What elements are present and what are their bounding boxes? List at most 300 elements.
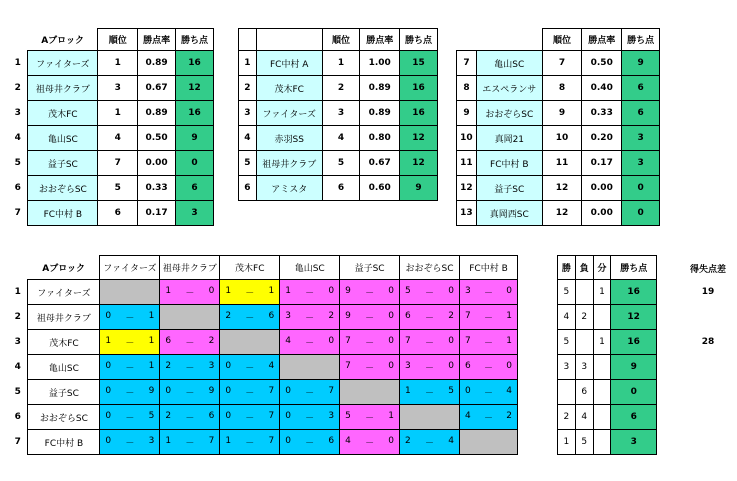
score-for: 1 bbox=[165, 285, 172, 296]
score-pair bbox=[400, 436, 459, 449]
score-for: 0 bbox=[285, 385, 291, 396]
points-value: 3 bbox=[176, 201, 214, 226]
score-pair bbox=[160, 361, 219, 374]
team-name: ファイターズ bbox=[256, 101, 322, 126]
score-pair bbox=[460, 311, 517, 324]
rank-value: 12 bbox=[542, 201, 582, 226]
score-against: 0 bbox=[388, 335, 395, 346]
score-pair bbox=[280, 286, 339, 299]
points-value: 16 bbox=[400, 101, 438, 126]
score-cell bbox=[280, 355, 340, 380]
goal-diff-value: 28 bbox=[701, 337, 715, 347]
score-against: 0 bbox=[448, 360, 454, 371]
ratio-value: 0.17 bbox=[138, 201, 176, 226]
score-pair bbox=[340, 336, 399, 349]
ratio-value: 0.89 bbox=[138, 101, 176, 126]
ratio-value: 0.60 bbox=[360, 176, 400, 201]
score-for: 0 bbox=[225, 360, 232, 371]
score-separator: － bbox=[185, 413, 195, 424]
matrix-row-team: 茂木FC bbox=[28, 330, 100, 355]
score-pair bbox=[340, 436, 399, 449]
row-number: 4 bbox=[14, 362, 21, 372]
score-cell bbox=[160, 380, 220, 405]
score-pair bbox=[280, 436, 339, 449]
matrix-column-header: ファイターズ bbox=[100, 256, 160, 280]
score-for: 2 bbox=[405, 435, 411, 446]
points-value: 0 bbox=[611, 380, 657, 405]
score-against: 7 bbox=[268, 435, 275, 446]
row-number: 1 bbox=[14, 58, 21, 68]
points-value: 16 bbox=[176, 101, 214, 126]
row-number: 3 bbox=[14, 337, 21, 347]
score-cell bbox=[460, 405, 518, 430]
matrix-column-header: FC中村 B bbox=[460, 256, 518, 280]
score-for: 5 bbox=[405, 285, 411, 296]
team-name: 亀山SC bbox=[28, 126, 98, 151]
score-against: 0 bbox=[448, 285, 454, 296]
score-pair bbox=[100, 361, 159, 374]
score-for: 0 bbox=[225, 385, 232, 396]
score-pair bbox=[280, 411, 339, 424]
wins-value: 3 bbox=[558, 355, 576, 380]
score-pair bbox=[100, 386, 159, 399]
score-for: 0 bbox=[105, 385, 112, 396]
score-cell bbox=[220, 380, 280, 405]
rank-value: 12 bbox=[542, 176, 582, 201]
matrix-row bbox=[8, 405, 518, 430]
summary-row bbox=[239, 151, 438, 176]
score-separator: － bbox=[425, 313, 435, 324]
header-points: 勝ち点 bbox=[400, 29, 438, 51]
ratio-value: 0.80 bbox=[360, 126, 400, 151]
score-against: 9 bbox=[148, 385, 155, 396]
points-value: 16 bbox=[400, 76, 438, 101]
score-cell bbox=[220, 430, 280, 455]
record-row bbox=[558, 305, 657, 330]
score-for: 1 bbox=[405, 385, 411, 396]
matrix-row bbox=[8, 430, 518, 455]
score-pair bbox=[400, 311, 459, 324]
points-value: 0 bbox=[622, 201, 660, 226]
ratio-value: 0.50 bbox=[582, 51, 622, 76]
matrix-column-header: 益子SC bbox=[340, 256, 400, 280]
ratio-value: 0.40 bbox=[582, 76, 622, 101]
ratio-value: 1.00 bbox=[360, 51, 400, 76]
score-for: 0 bbox=[225, 410, 232, 421]
match-result-matrix bbox=[8, 255, 518, 455]
row-number: 2 bbox=[239, 76, 257, 101]
record-row bbox=[558, 405, 657, 430]
score-cell bbox=[340, 355, 400, 380]
corner-cell bbox=[457, 29, 477, 51]
row-number: 9 bbox=[457, 101, 477, 126]
score-cell bbox=[460, 305, 518, 330]
score-separator: － bbox=[245, 363, 255, 374]
score-cell bbox=[460, 380, 518, 405]
row-number: 2 bbox=[14, 312, 21, 322]
header-points: 勝ち点 bbox=[176, 29, 214, 51]
summary-row bbox=[8, 76, 214, 101]
matrix-row-team: ファイターズ bbox=[28, 280, 100, 305]
score-cell bbox=[400, 380, 460, 405]
ratio-value: 0.17 bbox=[582, 151, 622, 176]
row-number: 5 bbox=[239, 151, 257, 176]
rank-value: 10 bbox=[542, 126, 582, 151]
score-separator: － bbox=[365, 313, 375, 324]
score-separator: － bbox=[365, 288, 375, 299]
record-row bbox=[558, 280, 657, 305]
record-table bbox=[557, 255, 657, 455]
draws-value bbox=[593, 430, 611, 455]
team-name: FC中村 B bbox=[476, 151, 542, 176]
score-cell bbox=[100, 355, 160, 380]
score-pair bbox=[160, 386, 219, 399]
score-for: 1 bbox=[225, 435, 232, 446]
row-number: 4 bbox=[14, 133, 21, 143]
losses-value: 3 bbox=[575, 355, 593, 380]
header-win: 勝 bbox=[558, 256, 576, 280]
score-separator: － bbox=[483, 413, 493, 424]
wins-value: 1 bbox=[558, 430, 576, 455]
summary-row bbox=[239, 126, 438, 151]
ratio-value: 0.89 bbox=[138, 51, 176, 76]
draws-value bbox=[593, 405, 611, 430]
score-against: 3 bbox=[148, 435, 155, 446]
points-value: 15 bbox=[400, 51, 438, 76]
score-against: 3 bbox=[208, 360, 215, 371]
score-pair bbox=[460, 411, 517, 424]
rank-value: 1 bbox=[322, 51, 360, 76]
corner-cell bbox=[8, 29, 28, 51]
matrix-row-team: FC中村 B bbox=[28, 430, 100, 455]
score-for: 0 bbox=[285, 435, 291, 446]
score-cell bbox=[460, 430, 518, 455]
score-against: 2 bbox=[208, 335, 215, 346]
score-against: 4 bbox=[506, 385, 512, 396]
team-name: 益子SC bbox=[476, 176, 542, 201]
header-blank bbox=[256, 29, 322, 51]
rank-value: 4 bbox=[98, 126, 138, 151]
points-value: 6 bbox=[176, 176, 214, 201]
score-cell bbox=[220, 405, 280, 430]
points-value: 9 bbox=[176, 126, 214, 151]
team-name: 真岡21 bbox=[476, 126, 542, 151]
score-separator: － bbox=[425, 288, 435, 299]
score-separator: － bbox=[365, 338, 375, 349]
goal-diff-value: 19 bbox=[701, 287, 715, 297]
points-value: 6 bbox=[622, 76, 660, 101]
team-name: 茂木FC bbox=[256, 76, 322, 101]
ratio-value: 0.89 bbox=[360, 76, 400, 101]
score-pair bbox=[220, 411, 279, 424]
score-against: 2 bbox=[328, 310, 335, 321]
header-loss: 負 bbox=[575, 256, 593, 280]
header-rank: 順位 bbox=[98, 29, 138, 51]
score-against: 0 bbox=[388, 360, 395, 371]
score-for: 6 bbox=[165, 335, 172, 346]
score-separator: － bbox=[185, 288, 195, 299]
score-cell bbox=[100, 430, 160, 455]
score-cell bbox=[280, 430, 340, 455]
points-value: 6 bbox=[611, 405, 657, 430]
score-cell bbox=[160, 330, 220, 355]
ratio-value: 0.00 bbox=[582, 176, 622, 201]
record-row bbox=[558, 380, 657, 405]
summary-row bbox=[457, 126, 660, 151]
matrix-column-header: 祖母井クラブ bbox=[160, 256, 220, 280]
rank-value: 6 bbox=[98, 201, 138, 226]
rank-value: 8 bbox=[542, 76, 582, 101]
score-for: 1 bbox=[285, 285, 291, 296]
summary-row bbox=[8, 126, 214, 151]
header-rank: 順位 bbox=[322, 29, 360, 51]
score-against: 0 bbox=[388, 435, 395, 446]
ratio-value: 0.33 bbox=[138, 176, 176, 201]
team-name: 茂木FC bbox=[28, 101, 98, 126]
matrix-column-header: 亀山SC bbox=[280, 256, 340, 280]
score-cell bbox=[280, 380, 340, 405]
matrix-row bbox=[8, 380, 518, 405]
score-against: 1 bbox=[148, 360, 155, 371]
score-separator: － bbox=[483, 388, 493, 399]
team-name: エスペランサ bbox=[476, 76, 542, 101]
score-for: 3 bbox=[285, 310, 291, 321]
score-cell bbox=[340, 405, 400, 430]
score-pair bbox=[280, 311, 339, 324]
score-for: 4 bbox=[285, 335, 291, 346]
score-separator: － bbox=[245, 438, 255, 449]
rank-value: 5 bbox=[98, 176, 138, 201]
summary-table-overall-bottom bbox=[456, 28, 660, 226]
score-separator: － bbox=[245, 313, 255, 324]
ratio-value: 0.89 bbox=[360, 101, 400, 126]
score-for: 2 bbox=[165, 360, 172, 371]
matrix-row-team: 祖母井クラブ bbox=[28, 305, 100, 330]
score-cell bbox=[340, 280, 400, 305]
score-cell bbox=[100, 380, 160, 405]
losses-value: 4 bbox=[575, 405, 593, 430]
score-separator: － bbox=[245, 388, 255, 399]
matrix-header-block: Aブロック bbox=[42, 263, 86, 274]
score-against: 1 bbox=[268, 285, 275, 296]
header-rank: 順位 bbox=[542, 29, 582, 51]
score-pair bbox=[340, 361, 399, 374]
score-for: 0 bbox=[165, 385, 172, 396]
score-separator: － bbox=[245, 288, 255, 299]
ratio-value: 0.00 bbox=[138, 151, 176, 176]
goal-diff-header: 得失点差 bbox=[689, 265, 726, 275]
score-separator: － bbox=[365, 413, 375, 424]
points-value: 12 bbox=[400, 126, 438, 151]
score-cell bbox=[220, 305, 280, 330]
score-separator: － bbox=[305, 388, 315, 399]
team-name: 祖母井クラブ bbox=[28, 76, 98, 101]
matrix-row bbox=[8, 355, 518, 380]
score-against: 6 bbox=[268, 310, 275, 321]
matrix-column-header: おおぞらSC bbox=[400, 256, 460, 280]
score-cell bbox=[400, 305, 460, 330]
header-blank bbox=[476, 29, 542, 51]
header-ratio: 勝点率 bbox=[582, 29, 622, 51]
summary-table-overall-top bbox=[238, 28, 438, 201]
row-number: 5 bbox=[14, 158, 21, 168]
score-cell bbox=[160, 280, 220, 305]
score-separator: － bbox=[365, 363, 375, 374]
score-against: 6 bbox=[208, 410, 215, 421]
header-points: 勝ち点 bbox=[611, 256, 657, 280]
score-pair bbox=[460, 286, 517, 299]
rank-value: 4 bbox=[322, 126, 360, 151]
draws-value bbox=[593, 355, 611, 380]
score-separator: － bbox=[365, 438, 375, 449]
ratio-value: 0.20 bbox=[582, 126, 622, 151]
score-cell bbox=[460, 330, 518, 355]
rank-value: 7 bbox=[98, 151, 138, 176]
score-separator: － bbox=[245, 413, 255, 424]
row-number: 2 bbox=[14, 83, 21, 93]
summary-row bbox=[457, 201, 660, 226]
score-separator: － bbox=[125, 338, 135, 349]
team-name: 益子SC bbox=[28, 151, 98, 176]
score-separator: － bbox=[425, 363, 435, 374]
matrix-row bbox=[8, 280, 518, 305]
matrix-row-team: 益子SC bbox=[28, 380, 100, 405]
draws-value: 1 bbox=[593, 280, 611, 305]
score-for: 9 bbox=[345, 285, 351, 296]
score-for: 1 bbox=[165, 435, 172, 446]
team-name: おおぞらSC bbox=[28, 176, 98, 201]
score-against: 2 bbox=[506, 410, 512, 421]
header-block: Aブロック bbox=[41, 35, 84, 46]
row-number: 6 bbox=[14, 412, 21, 422]
score-cell bbox=[100, 405, 160, 430]
score-cell bbox=[220, 280, 280, 305]
score-cell bbox=[100, 280, 160, 305]
row-number: 3 bbox=[14, 108, 21, 118]
row-number: 6 bbox=[14, 183, 21, 193]
header-ratio: 勝点率 bbox=[138, 29, 176, 51]
score-pair bbox=[100, 311, 159, 324]
rank-value: 3 bbox=[322, 101, 360, 126]
draws-value: 1 bbox=[593, 330, 611, 355]
row-number: 1 bbox=[14, 287, 21, 297]
score-for: 0 bbox=[105, 360, 112, 371]
score-separator: － bbox=[185, 388, 195, 399]
team-name: FC中村 A bbox=[256, 51, 322, 76]
score-cell bbox=[340, 430, 400, 455]
score-against: 0 bbox=[506, 360, 512, 371]
summary-table-block-a bbox=[8, 28, 214, 226]
score-against: 3 bbox=[328, 410, 335, 421]
score-for: 6 bbox=[465, 360, 471, 371]
score-against: 7 bbox=[268, 385, 275, 396]
rank-value: 7 bbox=[542, 51, 582, 76]
score-cell bbox=[160, 305, 220, 330]
team-name: 真岡西SC bbox=[476, 201, 542, 226]
score-for: 1 bbox=[105, 335, 112, 346]
summary-row bbox=[8, 51, 214, 76]
rank-value: 3 bbox=[98, 76, 138, 101]
points-value: 12 bbox=[176, 76, 214, 101]
score-for: 4 bbox=[345, 435, 351, 446]
score-against: 0 bbox=[328, 285, 335, 296]
score-for: 7 bbox=[465, 310, 471, 321]
summary-row bbox=[239, 51, 438, 76]
record-row bbox=[558, 355, 657, 380]
score-pair bbox=[100, 411, 159, 424]
points-value: 0 bbox=[622, 176, 660, 201]
summary-row bbox=[457, 176, 660, 201]
score-pair bbox=[460, 361, 517, 374]
points-value: 16 bbox=[611, 330, 657, 355]
corner-cell bbox=[239, 29, 257, 51]
score-cell bbox=[400, 280, 460, 305]
score-cell bbox=[280, 305, 340, 330]
score-separator: － bbox=[125, 313, 135, 324]
score-separator: － bbox=[305, 438, 315, 449]
score-separator: － bbox=[305, 338, 315, 349]
score-for: 4 bbox=[465, 410, 471, 421]
score-pair bbox=[460, 336, 517, 349]
summary-row bbox=[8, 201, 214, 226]
score-for: 3 bbox=[465, 285, 471, 296]
ratio-value: 0.67 bbox=[360, 151, 400, 176]
losses-value: 5 bbox=[575, 430, 593, 455]
score-separator: － bbox=[483, 338, 493, 349]
score-pair bbox=[220, 386, 279, 399]
score-cell bbox=[160, 430, 220, 455]
score-against: 4 bbox=[268, 360, 275, 371]
row-number: 12 bbox=[457, 176, 477, 201]
row-number: 7 bbox=[457, 51, 477, 76]
rank-value: 6 bbox=[322, 176, 360, 201]
row-number: 8 bbox=[457, 76, 477, 101]
score-against: 9 bbox=[208, 385, 215, 396]
score-separator: － bbox=[125, 388, 135, 399]
draws-value bbox=[593, 380, 611, 405]
score-against: 4 bbox=[448, 435, 454, 446]
score-against: 2 bbox=[448, 310, 454, 321]
losses-value bbox=[575, 280, 593, 305]
score-separator: － bbox=[425, 438, 435, 449]
losses-value: 6 bbox=[575, 380, 593, 405]
summary-row bbox=[239, 76, 438, 101]
matrix-row-team: おおぞらSC bbox=[28, 405, 100, 430]
score-separator: － bbox=[483, 288, 493, 299]
score-pair bbox=[160, 436, 219, 449]
points-value: 6 bbox=[622, 101, 660, 126]
score-cell bbox=[460, 355, 518, 380]
wins-value: 5 bbox=[558, 280, 576, 305]
score-separator: － bbox=[483, 313, 493, 324]
score-for: 7 bbox=[345, 360, 351, 371]
score-for: 1 bbox=[225, 285, 232, 296]
summary-row bbox=[457, 76, 660, 101]
team-name: ファイターズ bbox=[28, 51, 98, 76]
score-against: 5 bbox=[448, 385, 454, 396]
score-separator: － bbox=[425, 338, 435, 349]
score-pair bbox=[400, 386, 459, 399]
losses-value: 2 bbox=[575, 305, 593, 330]
score-pair bbox=[340, 286, 399, 299]
team-name: 祖母井クラブ bbox=[256, 151, 322, 176]
score-for: 7 bbox=[345, 335, 351, 346]
score-pair bbox=[220, 286, 279, 299]
row-number: 3 bbox=[239, 101, 257, 126]
score-cell bbox=[220, 330, 280, 355]
summary-row bbox=[8, 176, 214, 201]
points-value: 16 bbox=[176, 51, 214, 76]
